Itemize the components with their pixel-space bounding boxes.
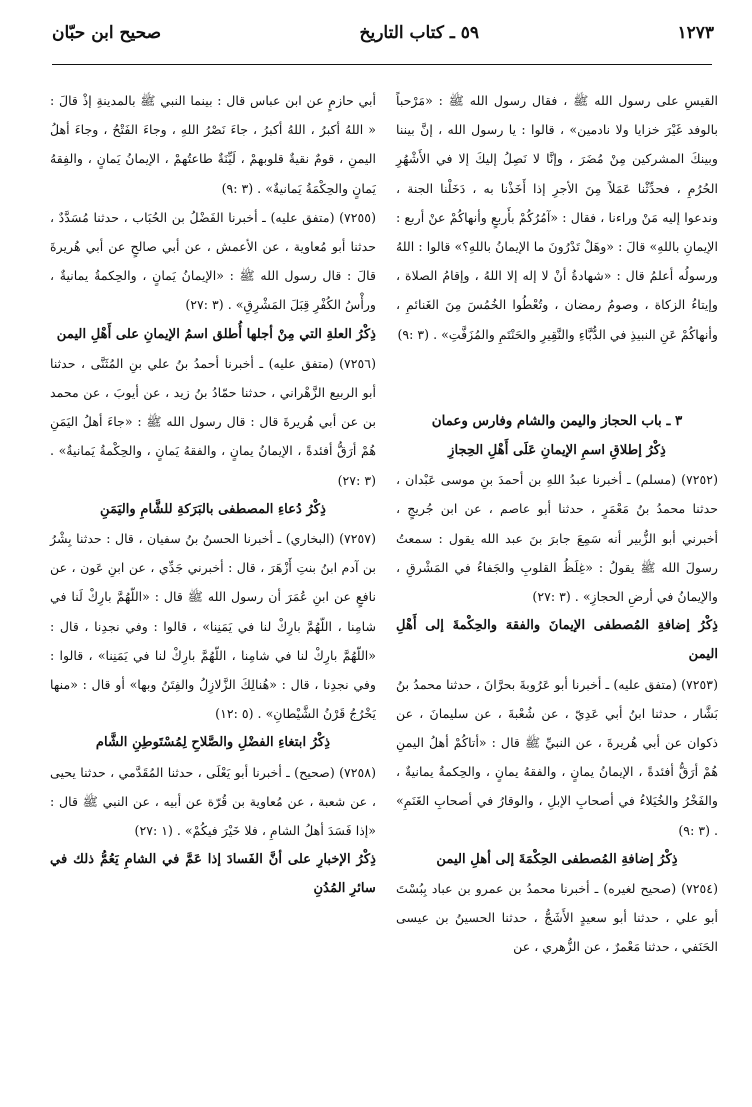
chapter-spacer — [396, 349, 718, 407]
page-number: ١٢٧٣ — [677, 23, 714, 43]
left-column — [50, 86, 376, 904]
hadith-text: (٧٢٥٣) (متفق عليه) ـ أخبرنا أبو عَرُوبةَ بحرَّانَ ، حدثنا محمدُ بنُ بَشَّار ، حدثنا ابنُ أبي عَدِيّ ، عن شُعْبةَ ، عن سليمانَ ، عن ذكوان عن أبي هُريرةَ ، عن النبيِّ ﷺ قال : «أتاكُمْ أهلُ اليمنِ هُمْ أرَقُّ أفئدةً ، الإيمانُ يمانٍ ، والفقهُ يمانٍ ، والحِكمةُ يمانيةٌ ، والفَخْرُ والخُيَلاءُ في أصحابِ الإبلِ ، والوقارُ في أصحابِ الغَنَمِ» . (٣ :٩) — [396, 676, 718, 838]
section-heading: ذِكْرُ إضافةِ المُصطفى الحِكْمَةَ إلى أهلِ اليمن — [436, 851, 678, 867]
chapter-title: ٥٩ ـ كتاب التاريخ — [359, 23, 480, 43]
chapter-heading: ٣ ـ باب الحجاز واليمن والشام وفارس وعمان — [431, 412, 683, 429]
section-heading: ذِكْرُ العلةِ التي مِنْ أجلها أُطلق اسمُ الإيمانِ على أَهْلِ اليمن — [56, 326, 376, 342]
hadith-text: (٧٢٥٦) (متفق عليه) ـ أخبرنا أحمدُ بنُ علي بنِ المُثَنَّى ، حدثنا أبو الربيع الزَّهْراني ، حدثنا حمّادُ بنُ زيد ، عن أيوبَ ، عن محمد بن عن أبي هُريرةَ قال : قال رسول الله ﷺ : «جاءَ أهلُ اليَمَنِ هُمْ أرَقُّ أفئدةً ، الإيمانُ يمانٍ ، والفقهُ يَمانٍ ، والحِكْمةُ يَمانيةٌ» . (٣ :٢٧) — [50, 355, 376, 488]
hadith-text: (٧٢٥٥) (متفق عليه) ـ أخبرنا الفَضْلُ بن الحُبَاب ، حدثنا مُسَدَّدٌ ، حدثنا أبو مُعاوية ، عن الأعمش ، عن أبي صالحٍ عن أبي هُريرةَ قالَ : قال رسول الله ﷺ : «الإيمانُ يَمانٍ ، والحِكمةُ يمانيةٌ ، ورأْسُ الكُفْرِ قِبَلَ المَشْرِقِ» . (٣ :٢٧) — [50, 209, 376, 313]
header-divider — [52, 64, 712, 65]
right-column — [396, 86, 718, 962]
hadith-text: (٧٢٥٢) (مسلم) ـ أخبرنا عبدُ اللهِ بن أحمدَ بنِ موسى عَبْدان ، حدثنا محمدُ بنُ مَعْمَرٍ ، حدثنا أبو عاصم ، عن ابن جُريجٍ ، أخبرني أبو الزُّبير أنه سَمِعَ جابرَ بنَ عبد الله يقول : سمعتُ رسولَ الله ﷺ يقولُ : «غِلَظُ القلوبِ والجَفاءُ في المَشْرقِ ، والإيمانُ في أرضِ الحجازِ» . (٣ :٢٧) — [396, 472, 718, 605]
section-heading: ذِكْرُ الإخبارِ على أنَّ الفَسادَ إذا عَمَّ في الشامِ يَعُمُّ ذلك في سائرِ المُدُنِ — [50, 852, 376, 897]
section-heading: ذِكْرُ إطلاقِ اسمِ الإيمانِ عَلَى أَهْلِ الحِجازِ — [448, 443, 666, 459]
section-heading: ذِكْرُ ابتغاءِ الفضْلِ والصَّلاحِ لِمُسْتَوطِنِ الشَّام — [95, 735, 331, 751]
hadith-text: أبي حازمٍ عن ابن عباس قال : بينما النبي ﷺ بالمدينةِ إذْ قالَ : « اللهُ أكبرُ ، اللهُ أكبرُ ، جاءَ نَصْرُ اللهِ ، وجاءَ الفَتْحُ ، وجاءَ أهلُ اليمنِ ، قومٌ نقيةٌ قلوبهمْ ، لَيِّنَةٌ طاعتُهمْ ، الإيمانُ يَمانٍ ، والفِقهُ يَمانٍ والحِكْمَةُ يَمانيةٌ» . (٣ :٩) — [50, 93, 376, 196]
section-heading: ذِكْرُ دُعاءِ المصطفى بالبَرَكةِ للشَّامِ واليَمَنِ — [100, 501, 326, 517]
section-heading: ذِكْرُ إضافةِ المُصطفى الإيمانَ والفقهَ والحِكْمةَ إلى أَهْلِ اليمن — [396, 618, 718, 663]
book-title: صحيح ابن حبّان — [52, 23, 162, 43]
hadith-text: (٧٢٥٧) (البخاري) ـ أخبرنا الحسنُ بنُ سفيان ، قال : حدثنا بِشْرُ بن آدم ابنُ بنتِ أَزْهَرَ ، قال : أخبرني جَدِّي ، عن ابنِ عَون ، عن نافعٍ عن ابنِ عُمَرَ أن رسول الله ﷺ قال : «اللّهُمَّ بارِكْ لَنا في شامِنا ، اللّهُمَّ بارِكْ لنا في يَمَنِنا» ، قالوا : وفي نجدِنا ، قال : «اللّهُمَّ بارِكْ لنا في شامِنا ، اللّهُمَّ بارِكْ لنا في يَمَنِنا» ، قالوا : وفي نجدِنا ، قال : «هُنالِكَ الزَّلازِلُ والفِتَنُ وبها» أو قال : «منها يَخْرُجُ قَرْنُ الشَّيْطانِ» . (٥ :١٢) — [50, 531, 376, 722]
page-header — [0, 0, 752, 66]
hadith-text: (٧٢٥٨) (صحيح) ـ أخبرنا أبو يَعْلَى ، حدثنا المُقَدَّمي ، حدثنا يحيى ، عن شعبة ، عن مُعاوية بن قُرّة عن أبيه ، عن النبي ﷺ قال : «إذا فَسَدَ أهلُ الشامِ ، فلا خَيْرَ فيكُمْ» . (١ :٢٧) — [50, 764, 376, 839]
hadith-text: (٧٢٥٤) (صحيح لغيره) ـ أخبرنا محمدُ بن عمرو بن عباد بِبُسْتَ أبو علي ، حدثنا أبو سعيدٍ الأَشَجُّ ، حدثنا الحسينُ بن عيسى الحَنَفي ، حدثنا مَعْمرٌ ، عن الزُّهري ، عن — [396, 881, 718, 955]
hadith-text: القيسِ على رسول الله ﷺ ، فقال رسول الله ﷺ : «مَرْحباً بالوفد غَيْرَ خزايا ولا نادمين» ، قالوا : يا رسول الله ، إنَّ بيننا وبينكَ المشركين مِنْ مُضَرَ ، وإنَّا لا نَصِلُ إليكَ إلا في الأَشْهُرِ الحُرُمِ ، فحدِّثْنا عَمَلاً مِنَ الأجرِ إذا أَخَذْنا به ، دَخَلْنا الجنة ، وندعوا إليه مَنْ وراءنا ، فقال : «آمُرُكُمْ بأَربعٍ وأنهاكُمْ عنْ أربع : الإيمانِ باللهِ» قالَ : «وهَلْ تَدْرُونَ ما الإيمانُ باللهِ؟» قالوا : اللهُ ورسولُه أعلمُ قال : «شهادةُ أنْ لا إله إلا اللهُ ، وإقامُ الصلاة ، وإيتاءُ الزكاة ، وصومُ رمضان ، وتُعْطُوا الخُمُسَ مِنَ الغَنائمِ ، وأنهاكُمْ عَنِ النبيذِ في الدُّبَّاءِ والنَّقِيرِ والحَنْتَمِ والمُزَفَّتِ» . (٣ :٩) — [396, 93, 718, 342]
